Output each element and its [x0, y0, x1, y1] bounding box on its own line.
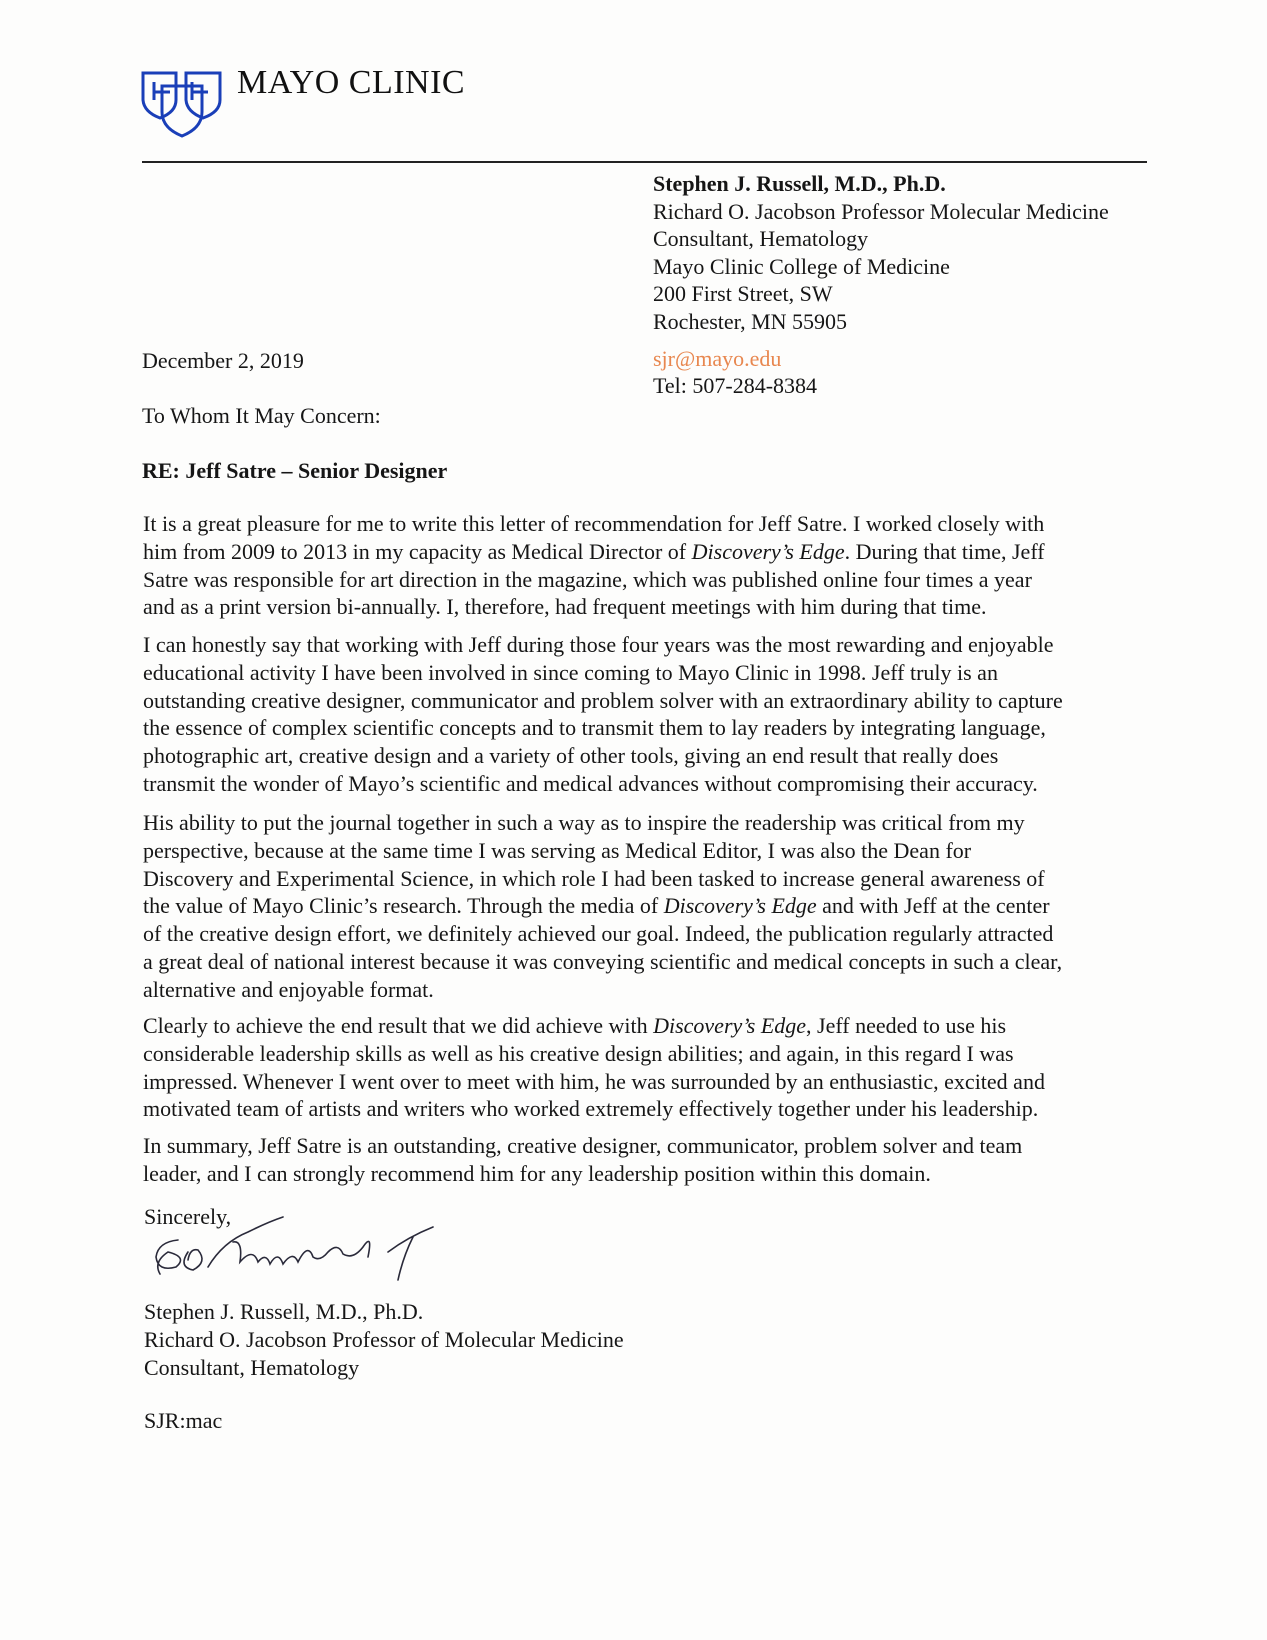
- sender-line: Rochester, MN 55905: [653, 308, 848, 334]
- sender-block: [653, 170, 1109, 335]
- publication-title: Discovery’s Edge: [691, 538, 845, 564]
- paragraph-line: perspective, because at the same time I was serving as Medical Editor, I was also the Dean for: [143, 837, 972, 863]
- handwritten-signature: [148, 1212, 448, 1292]
- publication-title: Discovery’s Edge: [663, 893, 817, 919]
- sender-email: sjr@mayo.edu: [653, 346, 782, 371]
- publication-title: Discovery’s Edge: [653, 1013, 807, 1038]
- salutation: To Whom It May Concern:: [142, 403, 381, 428]
- letter-date: December 2, 2019: [142, 348, 304, 373]
- paragraph-line: the essence of complex scientific concepts and to transmit them to lay readers by integrating language,: [143, 715, 1046, 741]
- signer-block: [144, 1298, 624, 1382]
- paragraph-line: alternative and enjoyable format.: [143, 976, 434, 1002]
- paragraph-line: I can honestly say that working with Jeff during those four years was the most rewarding and enjoyable: [143, 632, 1054, 657]
- paragraph-line: him from 2009 to 2013 in my capacity as Medical Director of Discovery’s Edge. During that time, Jeff: [143, 538, 1045, 564]
- signer-title: Richard O. Jacobson Professor of Molecular Medicine: [144, 1327, 624, 1352]
- closing: Sincerely,: [144, 1204, 232, 1229]
- sender-line: Richard O. Jacobson Professor Molecular Medicine: [653, 198, 1109, 224]
- paragraph-line: Satre was responsible for art direction in the magazine, which was published online four times a year: [143, 566, 1032, 592]
- paragraph-line: outstanding creative designer, communicator and problem solver with an extraordinary ability to capture: [143, 687, 1063, 713]
- sender-line: 200 First Street, SW: [653, 281, 833, 306]
- sender-tel: Tel: 507-284-8384: [653, 373, 818, 398]
- paragraph-line: Clearly to achieve the end result that we did achieve with Discovery’s Edge, Jeff needed to use his: [143, 1013, 1007, 1038]
- body-paragraph: [143, 510, 1045, 621]
- mayo-clinic-logo-icon: [140, 70, 224, 145]
- sender-name: Stephen J. Russell, M.D., Ph.D.: [653, 171, 946, 196]
- sender-line: Consultant, Hematology: [653, 226, 869, 251]
- paragraph-line: impressed. Whenever I went over to meet with him, he was surrounded by an enthusiastic, excited and: [143, 1068, 1045, 1094]
- paragraph-line: considerable leadership skills as well as his creative design abilities; and again, in this regard I was: [143, 1040, 1014, 1066]
- paragraph-line: Discovery and Experimental Science, in which role I had been tasked to increase general awareness of: [143, 865, 1045, 891]
- body-paragraph: [143, 631, 1063, 798]
- paragraph-line: educational activity I have been involved in since coming to Mayo Clinic in 1998. Jeff truly is an: [143, 659, 998, 685]
- body-paragraph: [143, 809, 1062, 1004]
- paragraph-line: a great deal of national interest because it was conveying scientific and medical concepts in such a clear,: [143, 948, 1063, 974]
- paragraph-line: leader, and I can strongly recommend him for any leadership position within this domain.: [143, 1160, 931, 1186]
- paragraph-line: the value of Mayo Clinic’s research. Through the media of Discovery’s Edge and with Jeff at the center: [143, 893, 1050, 919]
- sender-line: Mayo Clinic College of Medicine: [653, 253, 950, 279]
- reference-initials: SJR:mac: [144, 1408, 223, 1433]
- paragraph-line: of the creative design effort, we definitely achieved our goal. Indeed, the publication regularly attracted: [143, 921, 1054, 947]
- signer-role: Consultant, Hematology: [144, 1355, 360, 1380]
- signer-name: Stephen J. Russell, M.D., Ph.D.: [144, 1299, 424, 1324]
- paragraph-line: photographic art, creative design and a variety of other tools, giving an end result that really does: [143, 743, 999, 769]
- body-paragraph: [143, 1012, 1045, 1123]
- paragraph-line: and as a print version bi-annually. I, therefore, had frequent meetings with him during that time.: [143, 594, 987, 620]
- paragraph-line: His ability to put the journal together in such a way as to inspire the readership was critical from my: [143, 810, 1025, 835]
- paragraph-line: motivated team of artists and writers who worked extremely effectively together under his leadership.: [143, 1096, 1039, 1122]
- paragraph-line: transmit the wonder of Mayo’s scientific and medical advances without compromising their accuracy.: [143, 770, 1038, 796]
- paragraph-line: In summary, Jeff Satre is an outstanding, creative designer, communicator, problem solver and team: [143, 1133, 1023, 1158]
- subject-line: RE: Jeff Satre – Senior Designer: [142, 458, 448, 483]
- paragraph-line: It is a great pleasure for me to write this letter of recommendation for Jeff Satre. I worked closely with: [143, 511, 1045, 536]
- header-divider: [142, 161, 1147, 163]
- body-paragraph: [143, 1132, 1022, 1188]
- logo-wordmark: MAYO CLINIC: [237, 64, 466, 101]
